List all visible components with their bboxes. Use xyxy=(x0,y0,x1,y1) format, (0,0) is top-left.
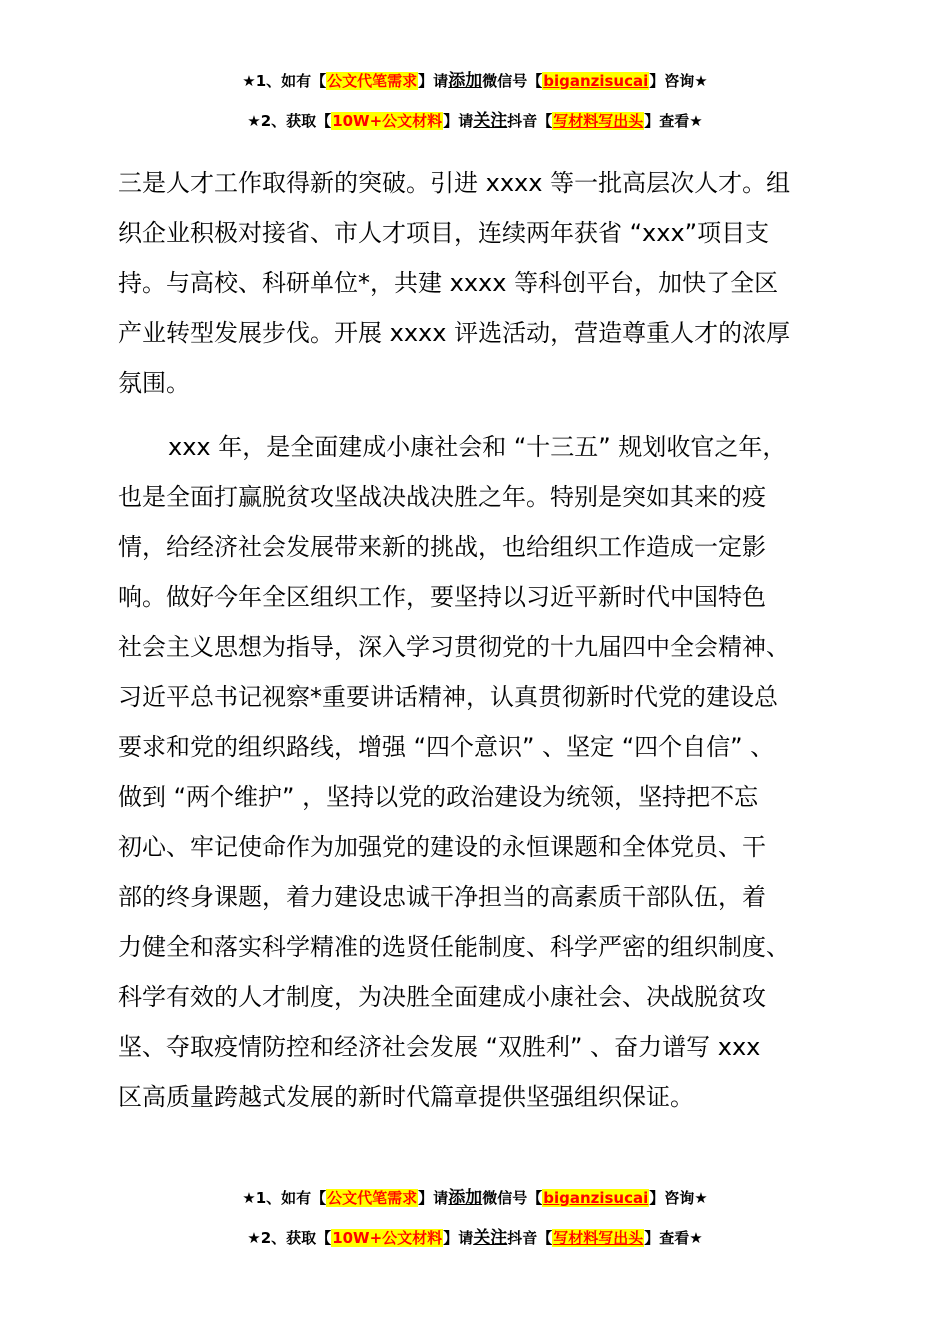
paragraph-line: 力健全和落实科学精准的选贤任能制度、科学严密的组织制度、 xyxy=(118,933,790,961)
header-line2-mid2: 抖音【 xyxy=(507,112,553,130)
header-line1-wechat-id[interactable]: biganzisucai xyxy=(543,72,649,90)
paragraph-line: 产业转型发展步伐。开展 xxxx 评选活动，营造尊重人才的浓厚 xyxy=(118,319,791,347)
paragraph-line: 科学有效的人才制度，为决胜全面建成小康社会、决战脱贫攻 xyxy=(118,983,766,1011)
footer-line2-douyin-id[interactable]: 写材料写出头 xyxy=(553,1229,644,1247)
footer-promo-line-1 xyxy=(0,1187,950,1209)
footer-promo-line-2 xyxy=(0,1227,950,1249)
footer-line1-prefix: ★1、如有【 xyxy=(242,1189,327,1207)
footer-line2-mid1: 】请 xyxy=(443,1229,474,1247)
header-promo-line-2 xyxy=(0,110,950,132)
paragraph-line: 坚、夺取疫情防控和经济社会发展 “双胜利” 、奋力谱写 xxx xyxy=(118,1033,761,1061)
footer-line1-emphasis: 添加 xyxy=(448,1188,483,1208)
header-line1-emphasis: 添加 xyxy=(448,71,483,91)
footer-line1-suffix: 】咨询★ xyxy=(649,1189,708,1207)
paragraph-line: 持。与高校、科研单位*，共建 xxxx 等科创平台，加快了全区 xyxy=(118,269,779,297)
paragraph-line: 社会主义思想为指导，深入学习贯彻党的十九届四中全会精神、 xyxy=(118,633,790,661)
paragraph-line: 响。做好今年全区组织工作，要坚持以习近平新时代中国特色 xyxy=(118,583,766,611)
header-line1-suffix: 】咨询★ xyxy=(649,72,708,90)
paragraph-line: 情，给经济社会发展带来新的挑战，也给组织工作造成一定影 xyxy=(118,533,766,561)
header-promo-line-1 xyxy=(0,70,950,92)
header-line1-highlight-service: 公文代笔需求 xyxy=(327,72,418,90)
header-line1-mid1: 】请 xyxy=(418,72,449,90)
paragraph-line: 部的终身课题，着力建设忠诚干净担当的高素质干部队伍，着 xyxy=(118,883,766,911)
footer-line1-mid2: 微信号【 xyxy=(482,1189,543,1207)
paragraph-line: 氛围。 xyxy=(118,369,190,397)
footer-line2-mid2: 抖音【 xyxy=(507,1229,553,1247)
body-paragraph-1 xyxy=(118,158,848,408)
header-line2-emphasis: 关注 xyxy=(473,111,508,131)
paragraph-line: 织企业积极对接省、市人才项目，连续两年获省 “xxx”项目支 xyxy=(118,219,770,247)
body-paragraph-2 xyxy=(118,422,848,1122)
header-line2-suffix: 】查看★ xyxy=(644,112,703,130)
paragraph-line: 习近平总书记视察*重要讲话精神，认真贯彻新时代党的建设总 xyxy=(118,683,778,711)
header-line2-prefix: ★2、获取【 xyxy=(247,112,332,130)
footer-line2-highlight-materials: 10W+公文材料 xyxy=(332,1229,443,1247)
header-line2-mid1: 】请 xyxy=(443,112,474,130)
paragraph-line: 三是人才工作取得新的突破。引进 xxxx 等一批高层次人才。组 xyxy=(118,169,791,197)
paragraph-line: 也是全面打赢脱贫攻坚战决战决胜之年。特别是突如其来的疫 xyxy=(118,483,766,511)
footer-line1-highlight-service: 公文代笔需求 xyxy=(327,1189,418,1207)
paragraph-line: 做到 “两个维护” ，坚持以党的政治建设为统领，坚持把不忘 xyxy=(118,783,759,811)
header-line2-highlight-materials: 10W+公文材料 xyxy=(332,112,443,130)
header-line1-prefix: ★1、如有【 xyxy=(242,72,327,90)
footer-line2-emphasis: 关注 xyxy=(473,1228,508,1248)
paragraph-line: xxx 年，是全面建成小康社会和 “十三五” 规划收官之年， xyxy=(168,433,787,461)
paragraph-line: 要求和党的组织路线，增强 “四个意识” 、坚定 “四个自信” 、 xyxy=(118,733,775,761)
paragraph-line: 初心、牢记使命作为加强党的建设的永恒课题和全体党员、干 xyxy=(118,833,766,861)
footer-line2-prefix: ★2、获取【 xyxy=(247,1229,332,1247)
paragraph-line: 区高质量跨越式发展的新时代篇章提供坚强组织保证。 xyxy=(118,1083,694,1111)
footer-line1-wechat-id[interactable]: biganzisucai xyxy=(543,1189,649,1207)
header-line2-douyin-id[interactable]: 写材料写出头 xyxy=(553,112,644,130)
header-line1-mid2: 微信号【 xyxy=(482,72,543,90)
footer-line1-mid1: 】请 xyxy=(418,1189,449,1207)
footer-line2-suffix: 】查看★ xyxy=(644,1229,703,1247)
